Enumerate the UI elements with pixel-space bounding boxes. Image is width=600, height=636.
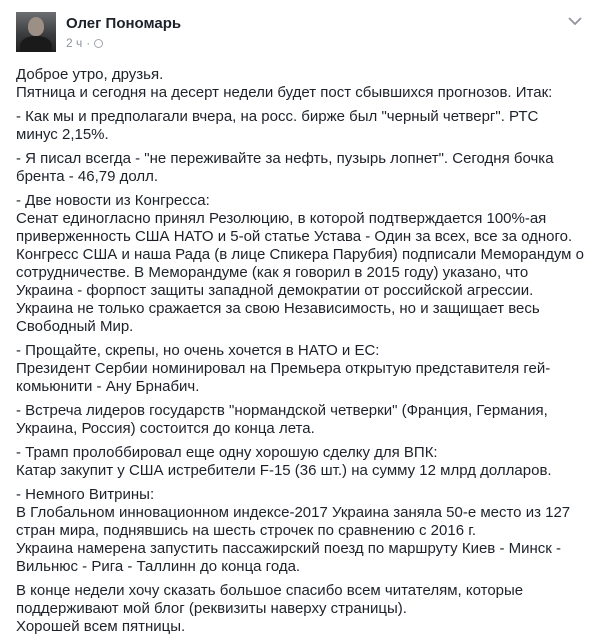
paragraph: - Встреча лидеров государств "нормандской четверки" (Франция, Германия, Украина, Россия) состоится до конца лета. <box>16 402 548 437</box>
paragraph: - Как мы и предполагали вчера, на росс. бирже был "черный четверг". РТС минус 2,15%. <box>16 108 539 143</box>
paragraph: В Глобальном инновационном индексе-2017 Украина заняла 50-е место из 127 стран мира, поднявшись на шесть строчек по сравнению с 2016 г. <box>16 504 571 539</box>
paragraph: В конце недели хочу сказать большое спасибо всем читателям, которые поддерживают мой блог (реквизиты наверху страницы). <box>16 582 524 617</box>
chevron-down-icon[interactable] <box>566 14 584 28</box>
post-text <box>16 66 584 636</box>
paragraph: - Немного Витрины: <box>16 486 155 503</box>
paragraph: Хорошей всем пятницы. <box>16 618 186 635</box>
post-meta: 2 ч · <box>66 36 103 50</box>
paragraph: - Трамп пролоббировал еще одну хорошую сделку для ВПК: <box>16 444 438 461</box>
post-time[interactable]: 2 ч <box>66 36 83 50</box>
paragraph: Доброе утро, друзья. <box>16 66 164 83</box>
paragraph: Сенат единогласно принял Резолюцию, в которой подтверждается 100%-ая приверженность США НАТО и 5-ой статье Устава - Один за всех, все за одного. <box>16 210 573 245</box>
post-header <box>16 12 584 54</box>
paragraph: Украина намерена запустить пассажирский поезд по маршруту Киев - Минск - Вильнюс - Рига - Таллинн до конца года. <box>16 540 561 575</box>
paragraph: - Прощайте, скрепы, но очень хочется в НАТО и ЕС: <box>16 342 380 359</box>
avatar[interactable] <box>16 12 56 52</box>
paragraph: - Я писал всегда - "не переживайте за нефть, пузырь лопнет". Сегодня бочка брента - 46,79 долл. <box>16 150 554 185</box>
paragraph: Катар закупит у США истребители F-15 (36 шт.) на сумму 12 млрд долларов. <box>16 462 552 479</box>
paragraph: Президент Сербии номинировал на Премьера открытую представителя гей-комьюнити - Ану Брнабич. <box>16 360 551 395</box>
globe-icon <box>94 39 103 48</box>
paragraph: Конгресс США и наша Рада (в лице Спикера Парубия) подписали Меморандум о сотрудничестве. В Меморандуме (как я говорил в 2015 году) указано, что Украина - форпост защиты западной демократии от российской агрессии. Украина не только сражается за свою Независимость, но и защищает весь Свободный Мир. <box>16 246 585 335</box>
author-name[interactable]: Олег Пономарь <box>66 15 182 32</box>
paragraph: Пятница и сегодня на десерт недели будет пост сбывшихся прогнозов. Итак: <box>16 84 553 101</box>
paragraph: - Две новости из Конгресса: <box>16 192 210 209</box>
